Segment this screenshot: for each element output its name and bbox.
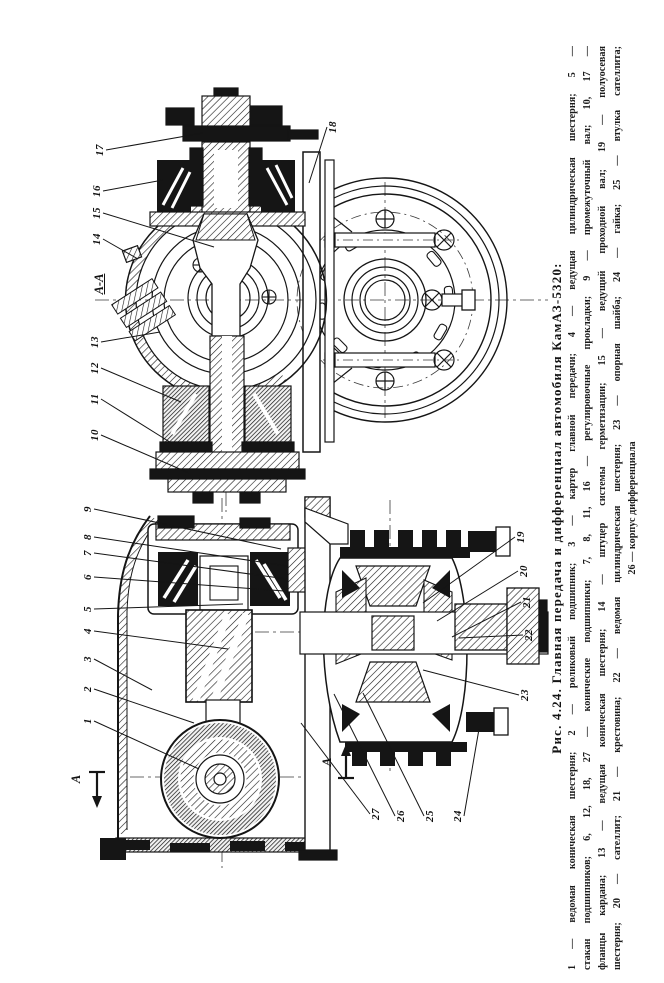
callout-label-19: 19 bbox=[515, 531, 527, 543]
section-arrow-label-1: А bbox=[68, 774, 83, 784]
callout-label-6: 6 bbox=[82, 574, 94, 580]
callout-label-1: 1 bbox=[82, 718, 94, 724]
callout-label-11: 11 bbox=[89, 393, 101, 405]
callout-label-14: 14 bbox=[91, 233, 103, 245]
callout-label-16: 16 bbox=[91, 185, 103, 197]
callout-label-13: 13 bbox=[89, 336, 101, 348]
upper-section-drawing bbox=[95, 88, 548, 512]
section-label-a-a: А-А bbox=[91, 273, 106, 295]
callout-label-17: 17 bbox=[94, 144, 106, 156]
figure-caption-title: Рис. 4.24. Главная передача и дифференциал автомобиля КамАЗ-5320: bbox=[549, 262, 564, 754]
callout-label-9: 9 bbox=[82, 506, 94, 512]
callout-label-8: 8 bbox=[82, 534, 94, 540]
callout-label-10: 10 bbox=[89, 429, 101, 441]
callout-label-21: 21 bbox=[521, 596, 533, 608]
callout-label-20: 20 bbox=[518, 565, 530, 577]
figure-caption-line: стакан подшипников; 6, 12, 18, 27 — конические подшипники; 7, 8, 11, 16 — регулировочные прокладки; 9 — промежуточный вал; 10, 17 — bbox=[582, 46, 593, 970]
callout-label-23: 23 bbox=[519, 689, 531, 701]
callout-label-18: 18 bbox=[327, 121, 339, 133]
callout-label-22: 22 bbox=[523, 629, 535, 641]
figure-caption-line: шестерня; 20 — сателлит; 21 — крестовина; 22 — ведомая цилиндрическая шестерня; 23 — опорная шайба; 24 — гайка; 25 — втулка сателлита; bbox=[612, 46, 623, 970]
callout-label-4: 4 bbox=[82, 628, 94, 634]
callout-label-24: 24 bbox=[452, 810, 464, 822]
figure-caption-line: 1 — ведомая коническая шестерня; 2 — роликовый подшипник; 3 — картер главной передачи; 4 — ведущая цилиндрическая шестерня; 5 — bbox=[567, 46, 578, 970]
callout-label-15: 15 bbox=[91, 207, 103, 219]
lower-section-drawing bbox=[89, 497, 548, 868]
callout-label-25: 25 bbox=[424, 810, 436, 822]
callout-label-7: 7 bbox=[82, 550, 94, 556]
callout-label-3: 3 bbox=[82, 656, 94, 662]
callout-label-27: 27 bbox=[370, 808, 382, 820]
figure-caption-line: фланцы кардана; 13 — ведущая коническая шестерня; 14 — штуцер системы герметизации; 15 — ведущий проходной вал; 19 — полуосевая bbox=[597, 46, 608, 970]
callout-label-26: 26 bbox=[395, 810, 407, 822]
callout-label-5: 5 bbox=[82, 606, 94, 612]
section-arrow-label-2: А bbox=[319, 757, 334, 767]
figure-caption bbox=[548, 46, 660, 970]
figure-caption-line: 26 — корпус дифференциала bbox=[627, 441, 638, 575]
callout-label-2: 2 bbox=[82, 686, 94, 692]
callout-label-12: 12 bbox=[89, 362, 101, 374]
